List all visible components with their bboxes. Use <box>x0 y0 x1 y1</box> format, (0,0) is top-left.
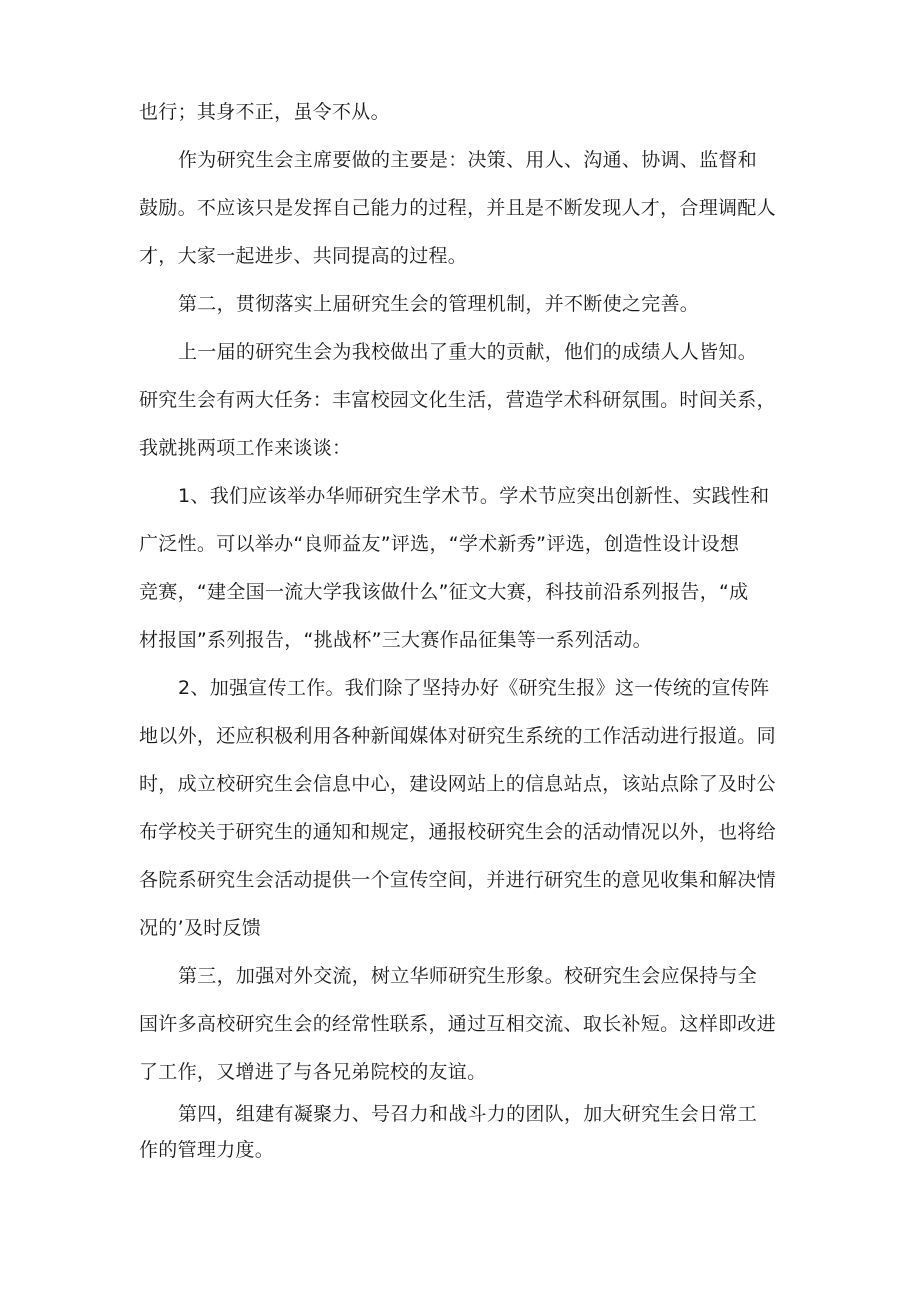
text-line: 广泛性。可以举办“良师益友”评选，“学术新秀”评选，创造性设计设想 <box>139 533 740 555</box>
text-line: 也行；其身不正，虽令不从。 <box>139 101 390 123</box>
text-line: 我就挑两项工作来谈谈： <box>139 437 352 459</box>
list-item-1: 1、我们应该举办华师研究生学术节。学术节应突出创新性、实践性和 <box>178 485 770 507</box>
text-line: 各院系研究生会活动提供一个宣传空间，并进行研究生的意见收集和解决情 <box>139 869 776 891</box>
text-line: 国许多高校研究生会的经常性联系，通过互相交流、取长补短。这样即改进 <box>139 1013 776 1035</box>
text-line: 了工作，又增进了与各兄弟院校的友谊。 <box>139 1061 487 1083</box>
text-line: 时，成立校研究生会信息中心，建设网站上的信息站点，该站点除了及时公 <box>139 773 776 795</box>
text-line: 鼓励。不应该只是发挥自己能力的过程，并且是不断发现人才，合理调配人 <box>139 197 776 219</box>
text-line: 材报国”系列报告，“挑战杯”三大赛作品征集等一系列活动。 <box>139 629 652 651</box>
text-line: 地以外，还应积极利用各种新闻媒体对研究生系统的工作活动进行报道。同 <box>139 725 776 747</box>
paragraph-first-line: 上一届的研究生会为我校做出了重大的贡献，他们的成绩人人皆知。 <box>178 341 758 363</box>
paragraph-first-line: 作为研究生会主席要做的主要是：决策、用人、沟通、协调、监督和 <box>178 149 758 171</box>
section-heading-fourth: 第四，组建有凝聚力、号召力和战斗力的团队，加大研究生会日常工 <box>178 1103 758 1125</box>
list-item-2: 2、加强宣传工作。我们除了坚持办好《研究生报》这一传统的宣传阵 <box>178 677 770 699</box>
text-line: 作的管理力度。 <box>139 1139 275 1161</box>
section-heading-second: 第二，贯彻落实上届研究生会的管理机制，并不断使之完善。 <box>178 293 700 315</box>
section-heading-third: 第三，加强对外交流，树立华师研究生形象。校研究生会应保持与全 <box>178 965 758 987</box>
text-line: 竞赛，“建全国一流大学我该做什么”征文大赛，科技前沿系列报告，“成 <box>139 581 749 603</box>
text-line: 况的’及时反馈 <box>139 917 262 939</box>
text-line: 才，大家一起进步、共同提高的过程。 <box>139 245 468 267</box>
text-line: 研究生会有两大任务：丰富校园文化生活，营造学术科研氛围。时间关系， <box>139 389 776 411</box>
text-line: 布学校关于研究生的通知和规定，通报校研究生会的活动情况以外，也将给 <box>139 821 776 843</box>
